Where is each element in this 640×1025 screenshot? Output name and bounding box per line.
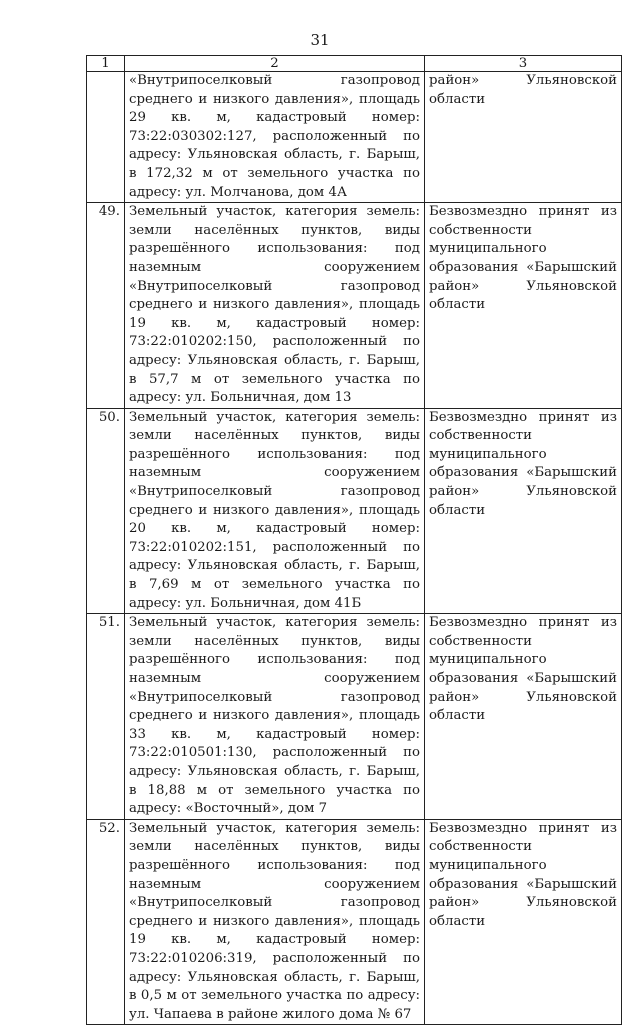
column-header-3: 3 <box>425 56 622 72</box>
row-description: Земельный участок, категория земель: земли населённых пунктов, виды разрешённого использования: под наземным сооружением «Внутрипоселковый газопровод среднего и низкого давления», площадь 19 кв. м, кадастровый номер: 73:22:010202:150, расположенный по адресу: Ульяновская область, г. Барыш, в 57,7 м от земельного участка по адресу: ул. Больничная, дом 13 <box>125 203 425 409</box>
row-description: Земельный участок, категория земель: земли населённых пунктов, виды разрешённого использования: под наземным сооружением «Внутрипоселковый газопровод среднего и низкого давления», площадь 20 кв. м, кадастровый номер: 73:22:010202:151, расположенный по адресу: Ульяновская область, г. Барыш, в 7,69 м от земельного участка по адресу: ул. Больничная, дом 41Б <box>125 408 425 614</box>
table-header-row <box>87 56 622 72</box>
row-number: 49. <box>87 203 125 409</box>
row-note: Безвозмездно принят из собственности муниципального образования «Барышский район» Ульяновской области <box>425 203 622 409</box>
table-row <box>87 72 622 203</box>
row-description: Земельный участок, категория земель: земли населённых пунктов, виды разрешённого использования: под наземным сооружением «Внутрипоселковый газопровод среднего и низкого давления», площадь 19 кв. м, кадастровый номер: 73:22:010206:319, расположенный по адресу: Ульяновская область, г. Барыш, в 0,5 м от земельного участка по адресу: ул. Чапаева в районе жилого дома № 67 <box>125 819 425 1025</box>
row-number <box>87 72 125 203</box>
row-number: 52. <box>87 819 125 1025</box>
row-number: 50. <box>87 408 125 614</box>
property-table <box>86 55 622 1025</box>
table-row <box>87 203 622 409</box>
column-header-1: 1 <box>87 56 125 72</box>
row-description: «Внутрипоселковый газопровод среднего и низкого давления», площадь 29 кв. м, кадастровый номер: 73:22:030302:127, расположенный по адресу: Ульяновская область, г. Барыш, в 172,32 м от земельного участка по адресу: ул. Молчанова, дом 4А <box>125 72 425 203</box>
row-note: Безвозмездно принят из собственности муниципального образования «Барышский район» Ульяновской области <box>425 614 622 820</box>
page-number: 31 <box>310 31 330 49</box>
row-number: 51. <box>87 614 125 820</box>
row-note: Безвозмездно принят из собственности муниципального образования «Барышский район» Ульяновской области <box>425 819 622 1025</box>
row-note: Безвозмездно принят из собственности муниципального образования «Барышский район» Ульяновской области <box>425 408 622 614</box>
table-row <box>87 408 622 614</box>
column-header-2: 2 <box>125 56 425 72</box>
table-row <box>87 819 622 1025</box>
table-row <box>87 614 622 820</box>
row-description: Земельный участок, категория земель: земли населённых пунктов, виды разрешённого использования: под наземным сооружением «Внутрипоселковый газопровод среднего и низкого давления», площадь 33 кв. м, кадастровый номер: 73:22:010501:130, расположенный по адресу: Ульяновская область, г. Барыш, в 18,88 м от земельного участка по адресу: «Восточный», дом 7 <box>125 614 425 820</box>
row-note: район» Ульяновской области <box>425 72 622 203</box>
